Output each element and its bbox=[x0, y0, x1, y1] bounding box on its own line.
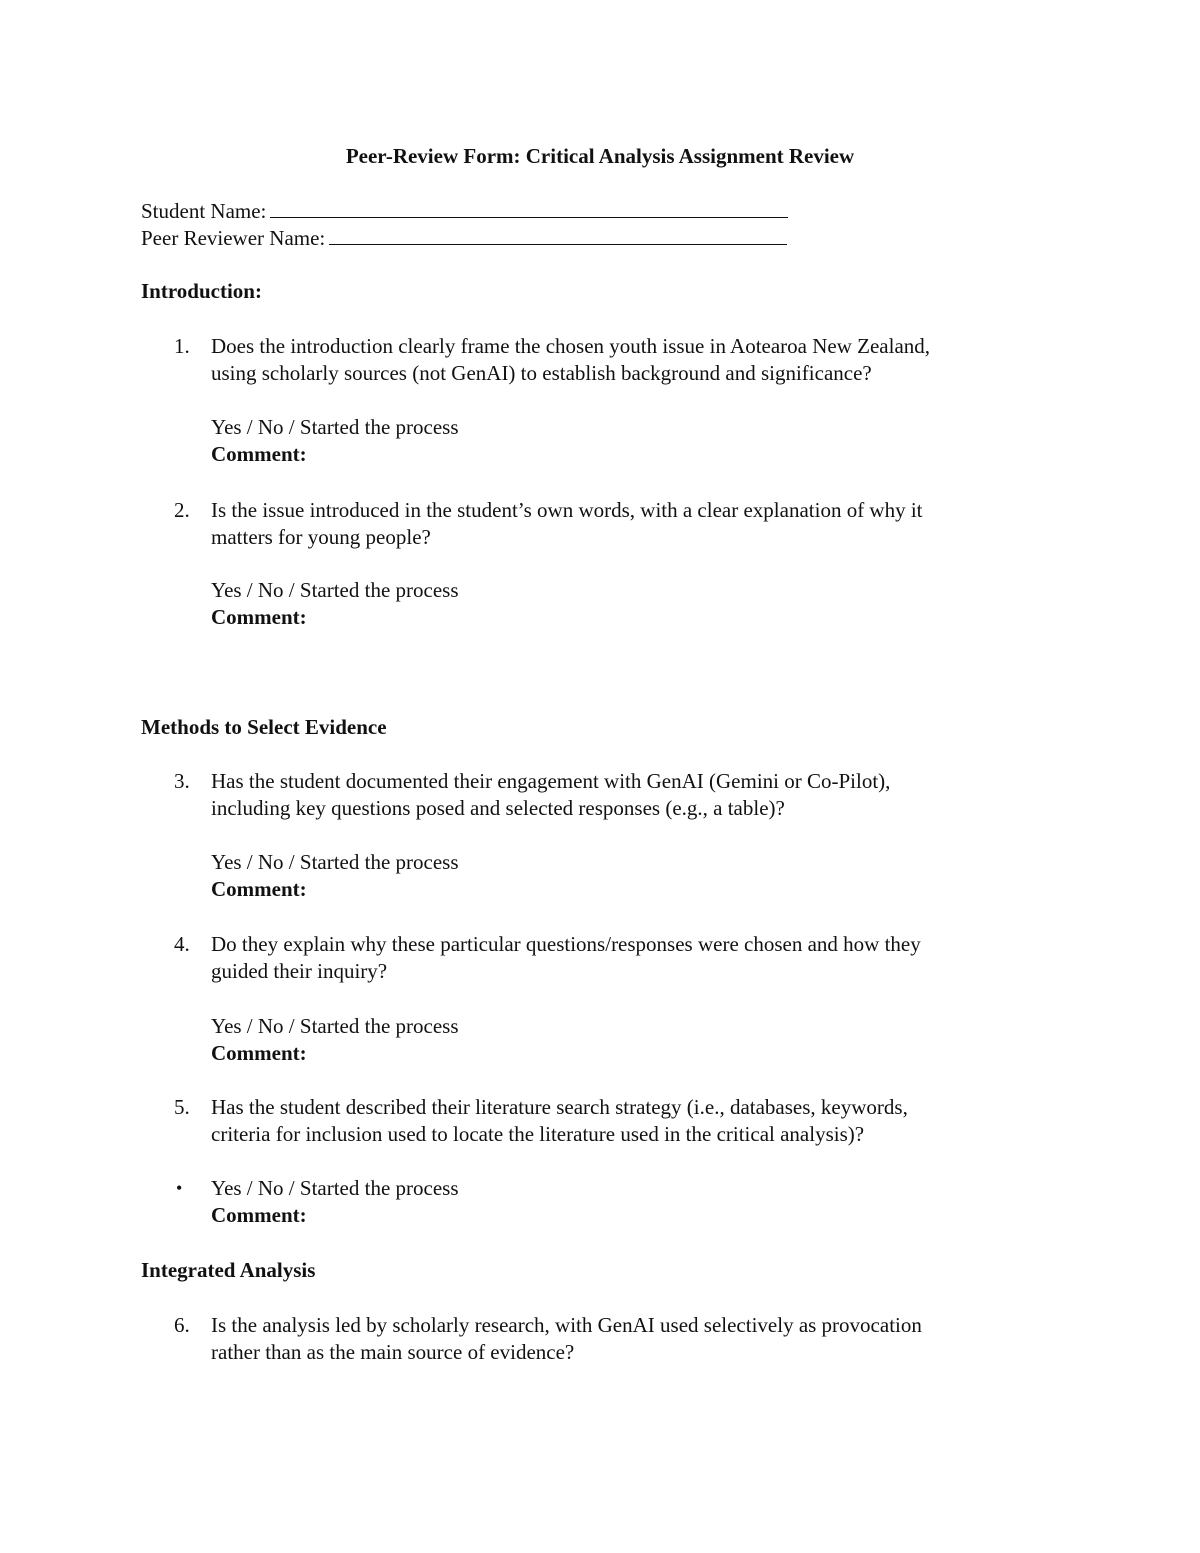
peer-reviewer-name-field bbox=[141, 224, 787, 252]
comment-label: Comment: bbox=[211, 605, 307, 629]
question-number: 6. bbox=[174, 1313, 190, 1337]
section-heading-methods: Methods to Select Evidence bbox=[141, 715, 387, 739]
question-number: 3. bbox=[174, 769, 190, 793]
question-number: 1. bbox=[174, 334, 190, 358]
student-name-blank[interactable] bbox=[270, 197, 788, 218]
question-text-line: using scholarly sources (not GenAI) to establish background and significance? bbox=[211, 361, 872, 385]
question-text-line: criteria for inclusion used to locate the literature used in the critical analysis)? bbox=[211, 1122, 865, 1146]
question-number: 2. bbox=[174, 498, 190, 522]
question-text-line: rather than as the main source of evidence? bbox=[211, 1340, 575, 1364]
section-heading-introduction: Introduction: bbox=[141, 279, 262, 303]
question-text-line: Do they explain why these particular questions/responses were chosen and how they bbox=[211, 932, 921, 956]
peer-reviewer-blank[interactable] bbox=[329, 224, 787, 245]
comment-label: Comment: bbox=[211, 1041, 307, 1065]
comment-label: Comment: bbox=[211, 877, 307, 901]
question-text-line: Does the introduction clearly frame the chosen youth issue in Aotearoa New Zealand, bbox=[211, 334, 931, 358]
student-name-field bbox=[141, 197, 788, 225]
comment-label: Comment: bbox=[211, 442, 307, 466]
bullet-icon: • bbox=[176, 1178, 183, 1198]
student-name-label: Student Name: bbox=[141, 199, 267, 223]
question-text-line: matters for young people? bbox=[211, 525, 431, 549]
question-text-line: Has the student described their literature search strategy (i.e., databases, keywords, bbox=[211, 1095, 908, 1119]
answer-options: Yes / No / Started the process bbox=[211, 578, 459, 602]
section-heading-integrated: Integrated Analysis bbox=[141, 1258, 316, 1282]
question-text-line: Is the issue introduced in the student’s own words, with a clear explanation of why it bbox=[211, 498, 923, 522]
document-title: Peer-Review Form: Critical Analysis Assignment Review bbox=[345, 144, 855, 168]
answer-options: Yes / No / Started the process bbox=[211, 1014, 459, 1038]
answer-options: Yes / No / Started the process bbox=[211, 1176, 459, 1200]
question-text-line: Has the student documented their engagement with GenAI (Gemini or Co-Pilot), bbox=[211, 769, 891, 793]
answer-options: Yes / No / Started the process bbox=[211, 415, 459, 439]
question-text-line: including key questions posed and selected responses (e.g., a table)? bbox=[211, 796, 785, 820]
comment-label: Comment: bbox=[211, 1203, 307, 1227]
peer-reviewer-label: Peer Reviewer Name: bbox=[141, 226, 326, 250]
question-text-line: guided their inquiry? bbox=[211, 959, 388, 983]
answer-options: Yes / No / Started the process bbox=[211, 850, 459, 874]
question-number: 5. bbox=[174, 1095, 190, 1119]
question-text-line: Is the analysis led by scholarly research, with GenAI used selectively as provocation bbox=[211, 1313, 922, 1337]
question-number: 4. bbox=[174, 932, 190, 956]
